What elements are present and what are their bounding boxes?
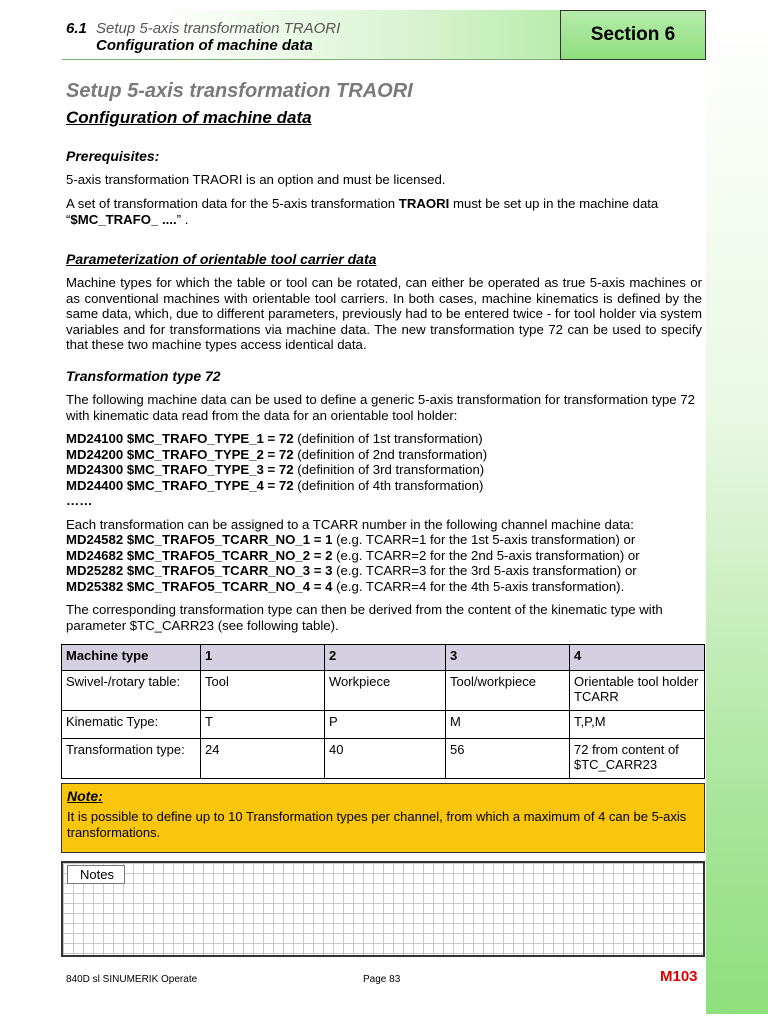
footer-page-number: Page 83 (363, 974, 401, 985)
table-header-cell: Machine type (62, 645, 201, 671)
prerequisites-text: 5-axis transformation TRAORI is an option and must be licensed. (66, 172, 446, 187)
list-item: MD24200 $MC_TRAFO_TYPE_2 = 72 (definition of 2nd transformation) (66, 446, 488, 462)
side-gradient-strip (706, 10, 768, 1014)
header-subtitle: Configuration of machine data (96, 37, 313, 54)
table-cell: 40 (325, 739, 446, 779)
note-text: It is possible to define up to 10 Transformation types per channel, from which a maximum of 4 can be 5-axis transformations. (67, 809, 687, 840)
list-item: MD25382 $MC_TRAFO5_TCARR_NO_4 = 4 (e.g. TCARR=4 for the 4th 5-axis transformation). (66, 578, 625, 594)
table-header-row (62, 645, 705, 671)
table-cell: P (325, 711, 446, 739)
table-header-cell: 1 (201, 645, 325, 671)
tcarr-list (66, 532, 702, 594)
table-cell: M (446, 711, 570, 739)
table-cell: T,P,M (570, 711, 705, 739)
prerequisites-heading: Prerequisites: (66, 148, 160, 164)
list-item: MD24400 $MC_TRAFO_TYPE_4 = 72 (definition of 4th transformation) (66, 477, 484, 493)
footer-module-code: M103 (660, 968, 698, 985)
table-header-cell: 3 (446, 645, 570, 671)
table-cell: Tool/workpiece (446, 671, 570, 711)
table-cell: 56 (446, 739, 570, 779)
parameterization-heading: Parameterization of orientable tool carrier data (66, 251, 377, 267)
notes-grid-area[interactable] (61, 861, 705, 957)
machine-type-table (61, 644, 705, 779)
table-row (62, 671, 705, 711)
tcarr-intro: Each transformation can be assigned to a TCARR number in the following channel machine data: (66, 517, 634, 532)
list-item: MD24582 $MC_TRAFO5_TCARR_NO_1 = 1 (e.g. TCARR=1 for the 1st 5-axis transformation) or (66, 532, 636, 547)
transformation-72-text: The following machine data can be used to define a generic 5-axis transformation for transformation type 72 with kinematic data read from the data for an orientable tool holder: (66, 392, 695, 423)
tcarr-outro: The corresponding transformation type can then be derived from the content of the kinematic type with parameter $TC_CARR23 (see following table). (66, 602, 663, 633)
list-item: MD25282 $MC_TRAFO5_TCARR_NO_3 = 3 (e.g. TCARR=3 for the 3rd 5-axis transformation) or (66, 563, 637, 579)
table-cell: Swivel-/rotary table: (62, 671, 201, 711)
note-title: Note: (67, 788, 103, 804)
list-ellipsis: …… (66, 493, 93, 509)
header-section-number: 6.1 (66, 20, 87, 37)
list-item: MD24100 $MC_TRAFO_TYPE_1 = 72 (definition of 1st transformation) (66, 431, 483, 446)
page-subtitle: Configuration of machine data (66, 108, 312, 127)
table-cell: 72 from content of $TC_CARR23 (570, 739, 705, 779)
header-title: Setup 5-axis transformation TRAORI (96, 20, 341, 37)
footer-product: 840D sl SINUMERIK Operate (66, 974, 198, 985)
transformation-72-heading: Transformation type 72 (66, 368, 221, 384)
table-row (62, 711, 705, 739)
parameterization-text: Machine types for which the table or tool can be rotated, can either be operated as true 5-axis machines or as conventional machines with orientable tool carriers. In both cases, machine kinematics is defined by the same data, which, due to different parameters, previously had to be entered twice - for tool holder via system variables and for transformations via machine data. The new transformation type 72 can be used to specify that these two machine types access identical data. (66, 275, 702, 353)
note-box (61, 783, 705, 853)
table-cell: Workpiece (325, 671, 446, 711)
list-item: MD24682 $MC_TRAFO5_TCARR_NO_2 = 2 (e.g. TCARR=2 for the 2nd 5-axis transformation) or (66, 547, 640, 563)
table-cell: T (201, 711, 325, 739)
table-cell: Kinematic Type: (62, 711, 201, 739)
table-header-cell: 4 (570, 645, 705, 671)
table-cell: Tool (201, 671, 325, 711)
trafo-type-list (66, 431, 702, 509)
section-badge: Section 6 (560, 10, 706, 60)
table-cell: 24 (201, 739, 325, 779)
table-cell: Transformation type: (62, 739, 201, 779)
table-row (62, 739, 705, 779)
prerequisites-text-2: A set of transformation data for the 5-axis transformation TRAORI must be set up in the machine data “$MC_TRAFO_ ....” . (66, 196, 659, 227)
table-header-cell: 2 (325, 645, 446, 671)
table-cell: Orientable tool holder TCARR (570, 671, 705, 711)
notes-label: Notes (67, 865, 125, 884)
page-title: Setup 5-axis transformation TRAORI (66, 80, 413, 102)
list-item: MD24300 $MC_TRAFO_TYPE_3 = 72 (definition of 3rd transformation) (66, 462, 485, 478)
